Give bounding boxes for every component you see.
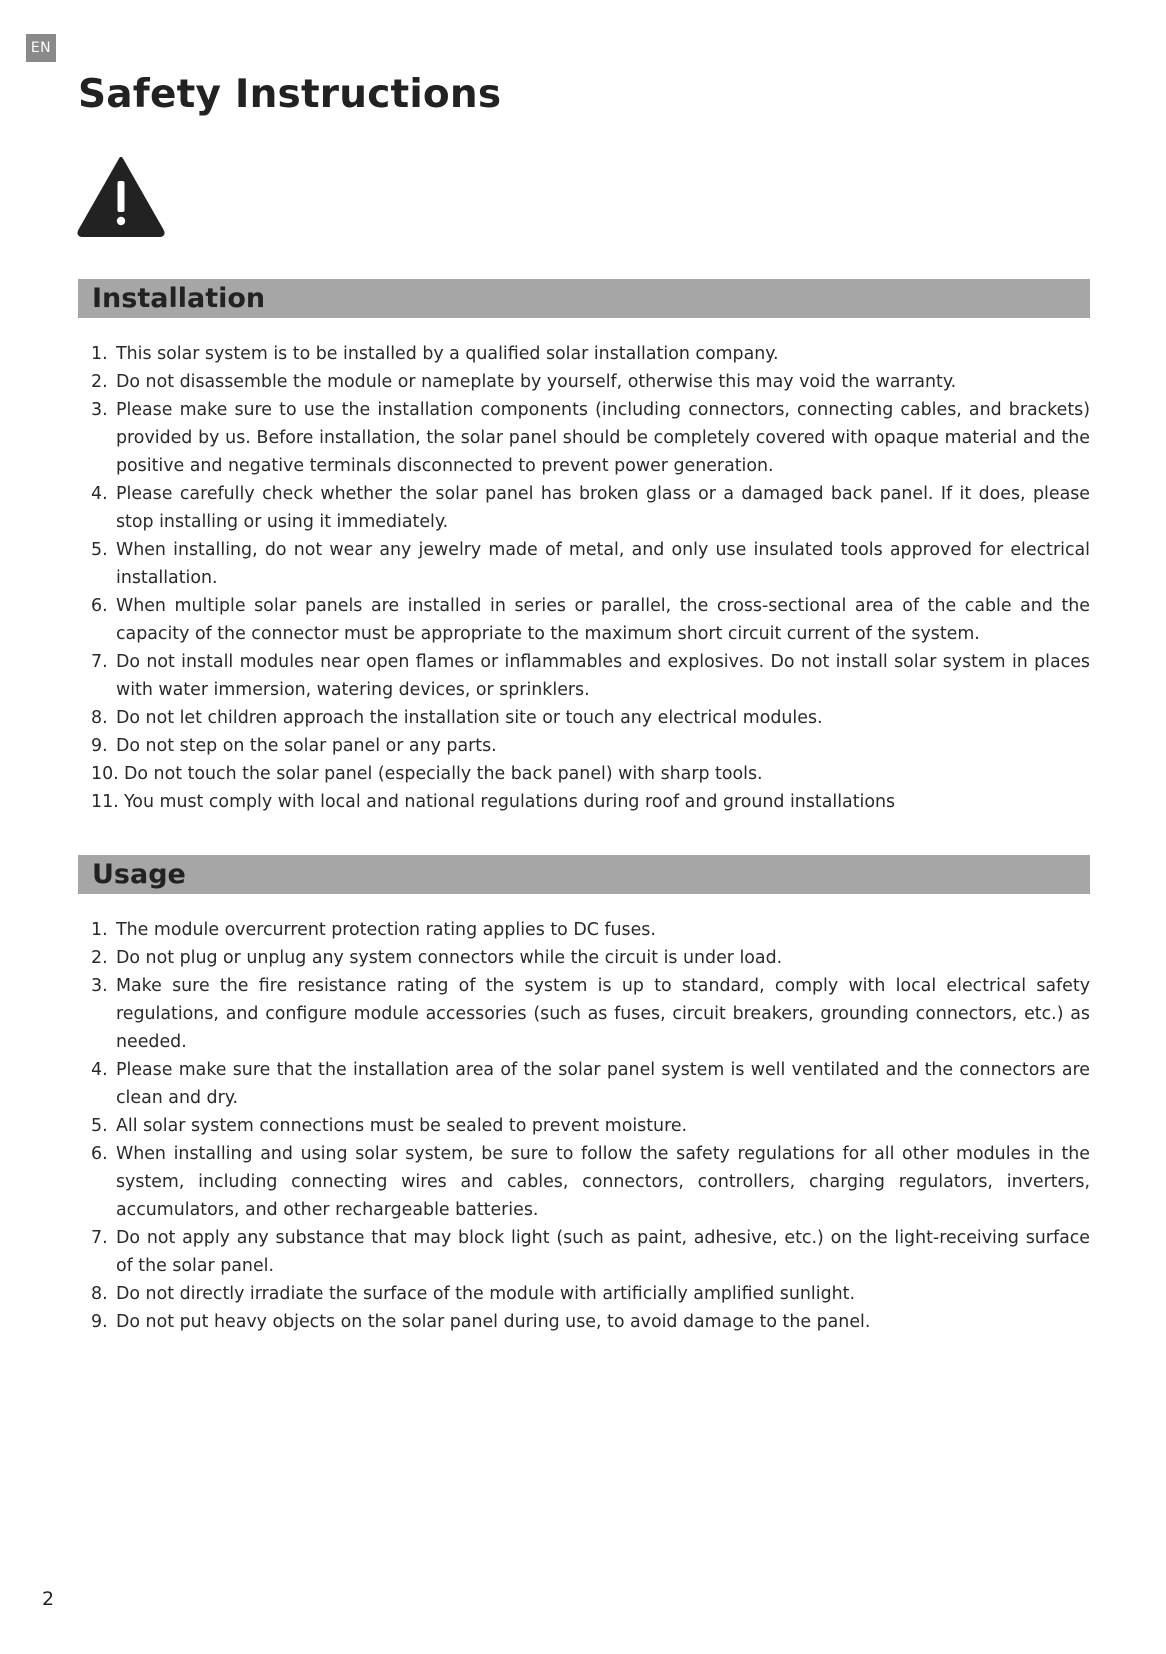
- list-item-number: 6.: [91, 596, 108, 616]
- list-item: [78, 648, 1090, 704]
- installation-section: [78, 279, 1090, 816]
- list-item-number: 8.: [91, 708, 108, 728]
- list-item-text: Do not disassemble the module or nameplate by yourself, otherwise this may void the warranty.: [116, 372, 957, 392]
- list-item: [78, 1140, 1090, 1224]
- list-item-number: 10.: [91, 764, 119, 784]
- list-item-text: When multiple solar panels are installed in series or parallel, the cross-sectional area of the cable and the capacity of the connector must be appropriate to the maximum short circuit current of the system.: [116, 596, 1090, 644]
- list-item-number: 3.: [91, 400, 108, 420]
- list-item-number: 8.: [91, 1284, 108, 1304]
- list-item-text: Do not let children approach the installation site or touch any electrical modules.: [116, 708, 823, 728]
- usage-heading-text: Usage: [92, 859, 186, 890]
- usage-heading: [78, 855, 1090, 894]
- list-item: [78, 972, 1090, 1056]
- list-item-text: When installing, do not wear any jewelry made of metal, and only use insulated tools approved for electrical installation.: [116, 540, 1090, 588]
- list-item: [78, 788, 1090, 816]
- list-item-number: 1.: [91, 920, 108, 940]
- list-item: [78, 536, 1090, 592]
- list-item: [78, 760, 1090, 788]
- installation-heading-text: Installation: [92, 283, 266, 314]
- list-item-text: Do not directly irradiate the surface of the module with artificially amplified sunlight.: [116, 1284, 855, 1304]
- usage-section: [78, 855, 1090, 1336]
- list-item: [78, 592, 1090, 648]
- list-item-number: 5.: [91, 540, 108, 560]
- list-item-text: All solar system connections must be sealed to prevent moisture.: [116, 1116, 688, 1136]
- list-item: [78, 704, 1090, 732]
- list-item-number: 9.: [91, 736, 108, 756]
- list-item-number: 6.: [91, 1144, 108, 1164]
- list-item: [78, 944, 1090, 972]
- list-item-number: 9.: [91, 1312, 108, 1332]
- installation-list: [78, 340, 1090, 816]
- list-item-text: The module overcurrent protection rating applies to DC fuses.: [116, 920, 656, 940]
- list-item: [78, 1112, 1090, 1140]
- list-item: [78, 368, 1090, 396]
- list-item-number: 1.: [91, 344, 108, 364]
- list-item-number: 7.: [91, 652, 108, 672]
- list-item-text: You must comply with local and national regulations during roof and ground installations: [124, 792, 896, 812]
- warning-triangle-icon: [76, 155, 166, 237]
- list-item-text: Do not put heavy objects on the solar panel during use, to avoid damage to the panel.: [116, 1312, 871, 1332]
- list-item-number: 2.: [91, 948, 108, 968]
- list-item-text: Do not touch the solar panel (especially the back panel) with sharp tools.: [124, 764, 763, 784]
- list-item-text: Do not step on the solar panel or any parts.: [116, 736, 497, 756]
- language-badge: EN: [26, 34, 56, 62]
- list-item: [78, 916, 1090, 944]
- list-item: [78, 1280, 1090, 1308]
- installation-heading: [78, 279, 1090, 318]
- page-title: Safety Instructions: [78, 72, 502, 117]
- list-item-number: 2.: [91, 372, 108, 392]
- list-item: [78, 1056, 1090, 1112]
- list-item-number: 11.: [91, 792, 119, 812]
- list-item-text: Please make sure to use the installation components (including connectors, connecting cables, and brackets) provided by us. Before installation, the solar panel should be completely covered with opaque material and the positive and negative terminals disconnected to prevent power generation.: [116, 400, 1090, 476]
- list-item-text: Do not apply any substance that may block light (such as paint, adhesive, etc.) on the light-receiving surface of the solar panel.: [116, 1228, 1090, 1276]
- list-item: [78, 396, 1090, 480]
- list-item-number: 5.: [91, 1116, 108, 1136]
- list-item: [78, 340, 1090, 368]
- list-item-text: Do not install modules near open flames or inflammables and explosives. Do not install solar system in places with water immersion, watering devices, or sprinklers.: [116, 652, 1090, 700]
- list-item: [78, 732, 1090, 760]
- page-number: 2: [42, 1588, 55, 1610]
- list-item-number: 3.: [91, 976, 108, 996]
- list-item: [78, 1224, 1090, 1280]
- list-item-number: 7.: [91, 1228, 108, 1248]
- list-item-text: Please carefully check whether the solar panel has broken glass or a damaged back panel. If it does, please stop installing or using it immediately.: [116, 484, 1090, 532]
- list-item-text: Please make sure that the installation area of the solar panel system is well ventilated and the connectors are clean and dry.: [116, 1060, 1090, 1108]
- list-item-number: 4.: [91, 1060, 108, 1080]
- list-item-text: Make sure the fire resistance rating of the system is up to standard, comply with local electrical safety regulations, and configure module accessories (such as fuses, circuit breakers, grounding connectors, etc.) as needed.: [116, 976, 1090, 1052]
- list-item-text: Do not plug or unplug any system connectors while the circuit is under load.: [116, 948, 783, 968]
- list-item: [78, 1308, 1090, 1336]
- list-item-text: When installing and using solar system, be sure to follow the safety regulations for all other modules in the system, including connecting wires and cables, connectors, controllers, charging regulators, inverters, accumulators, and other rechargeable batteries.: [116, 1144, 1090, 1220]
- list-item-number: 4.: [91, 484, 108, 504]
- list-item: [78, 480, 1090, 536]
- list-item-text: This solar system is to be installed by a qualified solar installation company.: [116, 344, 779, 364]
- usage-list: [78, 916, 1090, 1336]
